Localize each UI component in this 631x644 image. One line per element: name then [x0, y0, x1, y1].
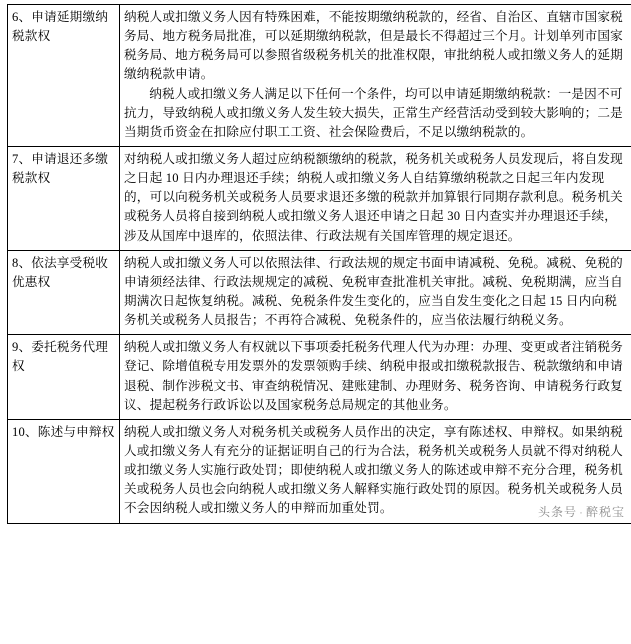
paragraph: 纳税人或扣缴义务人可以依照法律、行政法规的规定书面申请减税、免税。减税、免税的申请须经法律、行政法规规定的减税、免税审查批准机关审批。减税、免税期满，应当自期满次日起恢复纳税。减税、免税条件发生变化的，应当自发生变化之日起 15 日内向税务机关或税务人员报告；不再符合减税、免税条件的，应当依法履行纳税义务。	[124, 256, 623, 327]
paragraph: 纳税人或扣缴义务人满足以下任何一个条件，均可以申请延期缴纳税款：一是因不可抗力，导致纳税人或扣缴义务人发生较大损失，正常生产经营活动受到较大影响的；二是当期货币资金在扣除应付职工工资、社会保险费后，不足以缴纳税款的。	[124, 85, 629, 142]
table-row	[8, 5, 631, 147]
table-row	[8, 146, 631, 250]
watermark-source: 头条号	[538, 505, 577, 519]
row-content	[120, 5, 631, 147]
watermark-separator: ·	[579, 505, 584, 519]
row-content	[120, 146, 631, 250]
watermark	[538, 503, 625, 520]
row-label: 10、陈述与申辩权	[8, 419, 120, 523]
row-content	[120, 335, 631, 420]
paragraph: 纳税人或扣缴义务人有权就以下事项委托税务代理人代为办理：办理、变更或者注销税务登记、除增值税专用发票外的发票领购手续、纳税申报或扣缴税款报告、税款缴纳和申请退税、制作涉税文书、审查纳税情况、建账建制、办理财务、税务咨询、申请税务行政复议、提起税务行政诉讼以及国家税务总局规定的其他业务。	[124, 340, 623, 411]
row-label: 8、依法享受税收优惠权	[8, 250, 120, 335]
row-label: 9、委托税务代理权	[8, 335, 120, 420]
paragraph: 纳税人或扣缴义务人因有特殊困难，不能按期缴纳税款的，经省、自治区、直辖市国家税务局、地方税务局批准，可以延期缴纳税款，但是最长不得超过三个月。计划单列市国家税务局、地方税务局可以参照省级税务机关的批准权限，审批纳税人或扣缴义务人的延期缴纳税款申请。	[124, 10, 623, 81]
watermark-account: 醉税宝	[586, 505, 625, 519]
table-body	[8, 5, 631, 524]
document-page	[0, 4, 631, 524]
table-row	[8, 335, 631, 420]
row-label: 7、申请退还多缴税款权	[8, 146, 120, 250]
table-row	[8, 250, 631, 335]
taxpayer-rights-table	[7, 4, 631, 524]
paragraph: 对纳税人或扣缴义务人超过应纳税额缴纳的税款，税务机关或税务人员发现后，将自发现之日起 10 日内办理退还手续；纳税人或扣缴义务人自结算缴纳税款之日起三年内发现的，可以向税务机关或税务人员要求退还多缴的税款并加算银行同期存款利息。税务机关或税务人员将自接到纳税人或扣缴义务人退还申请之日起 30 日内查实并办理退还手续，涉及从国库中退库的，依照法律、行政法规有关国库管理的规定退还。	[124, 152, 623, 243]
row-content	[120, 250, 631, 335]
paragraph: 纳税人或扣缴义务人对税务机关或税务人员作出的决定，享有陈述权、申辩权。如果纳税人或扣缴义务人有充分的证据证明自己的行为合法，税务机关或税务人员就不得对纳税人或扣缴义务人实施行政处罚；即使纳税人或扣缴义务人的陈述或申辩不充分合理，税务机关或税务人员也会向纳税人或扣缴义务人解释实施行政处罚的原因。税务机关或税务人员不会因纳税人或扣缴义务人的申辩而加重处罚。	[124, 425, 623, 516]
row-label: 6、申请延期缴纳税款权	[8, 5, 120, 147]
